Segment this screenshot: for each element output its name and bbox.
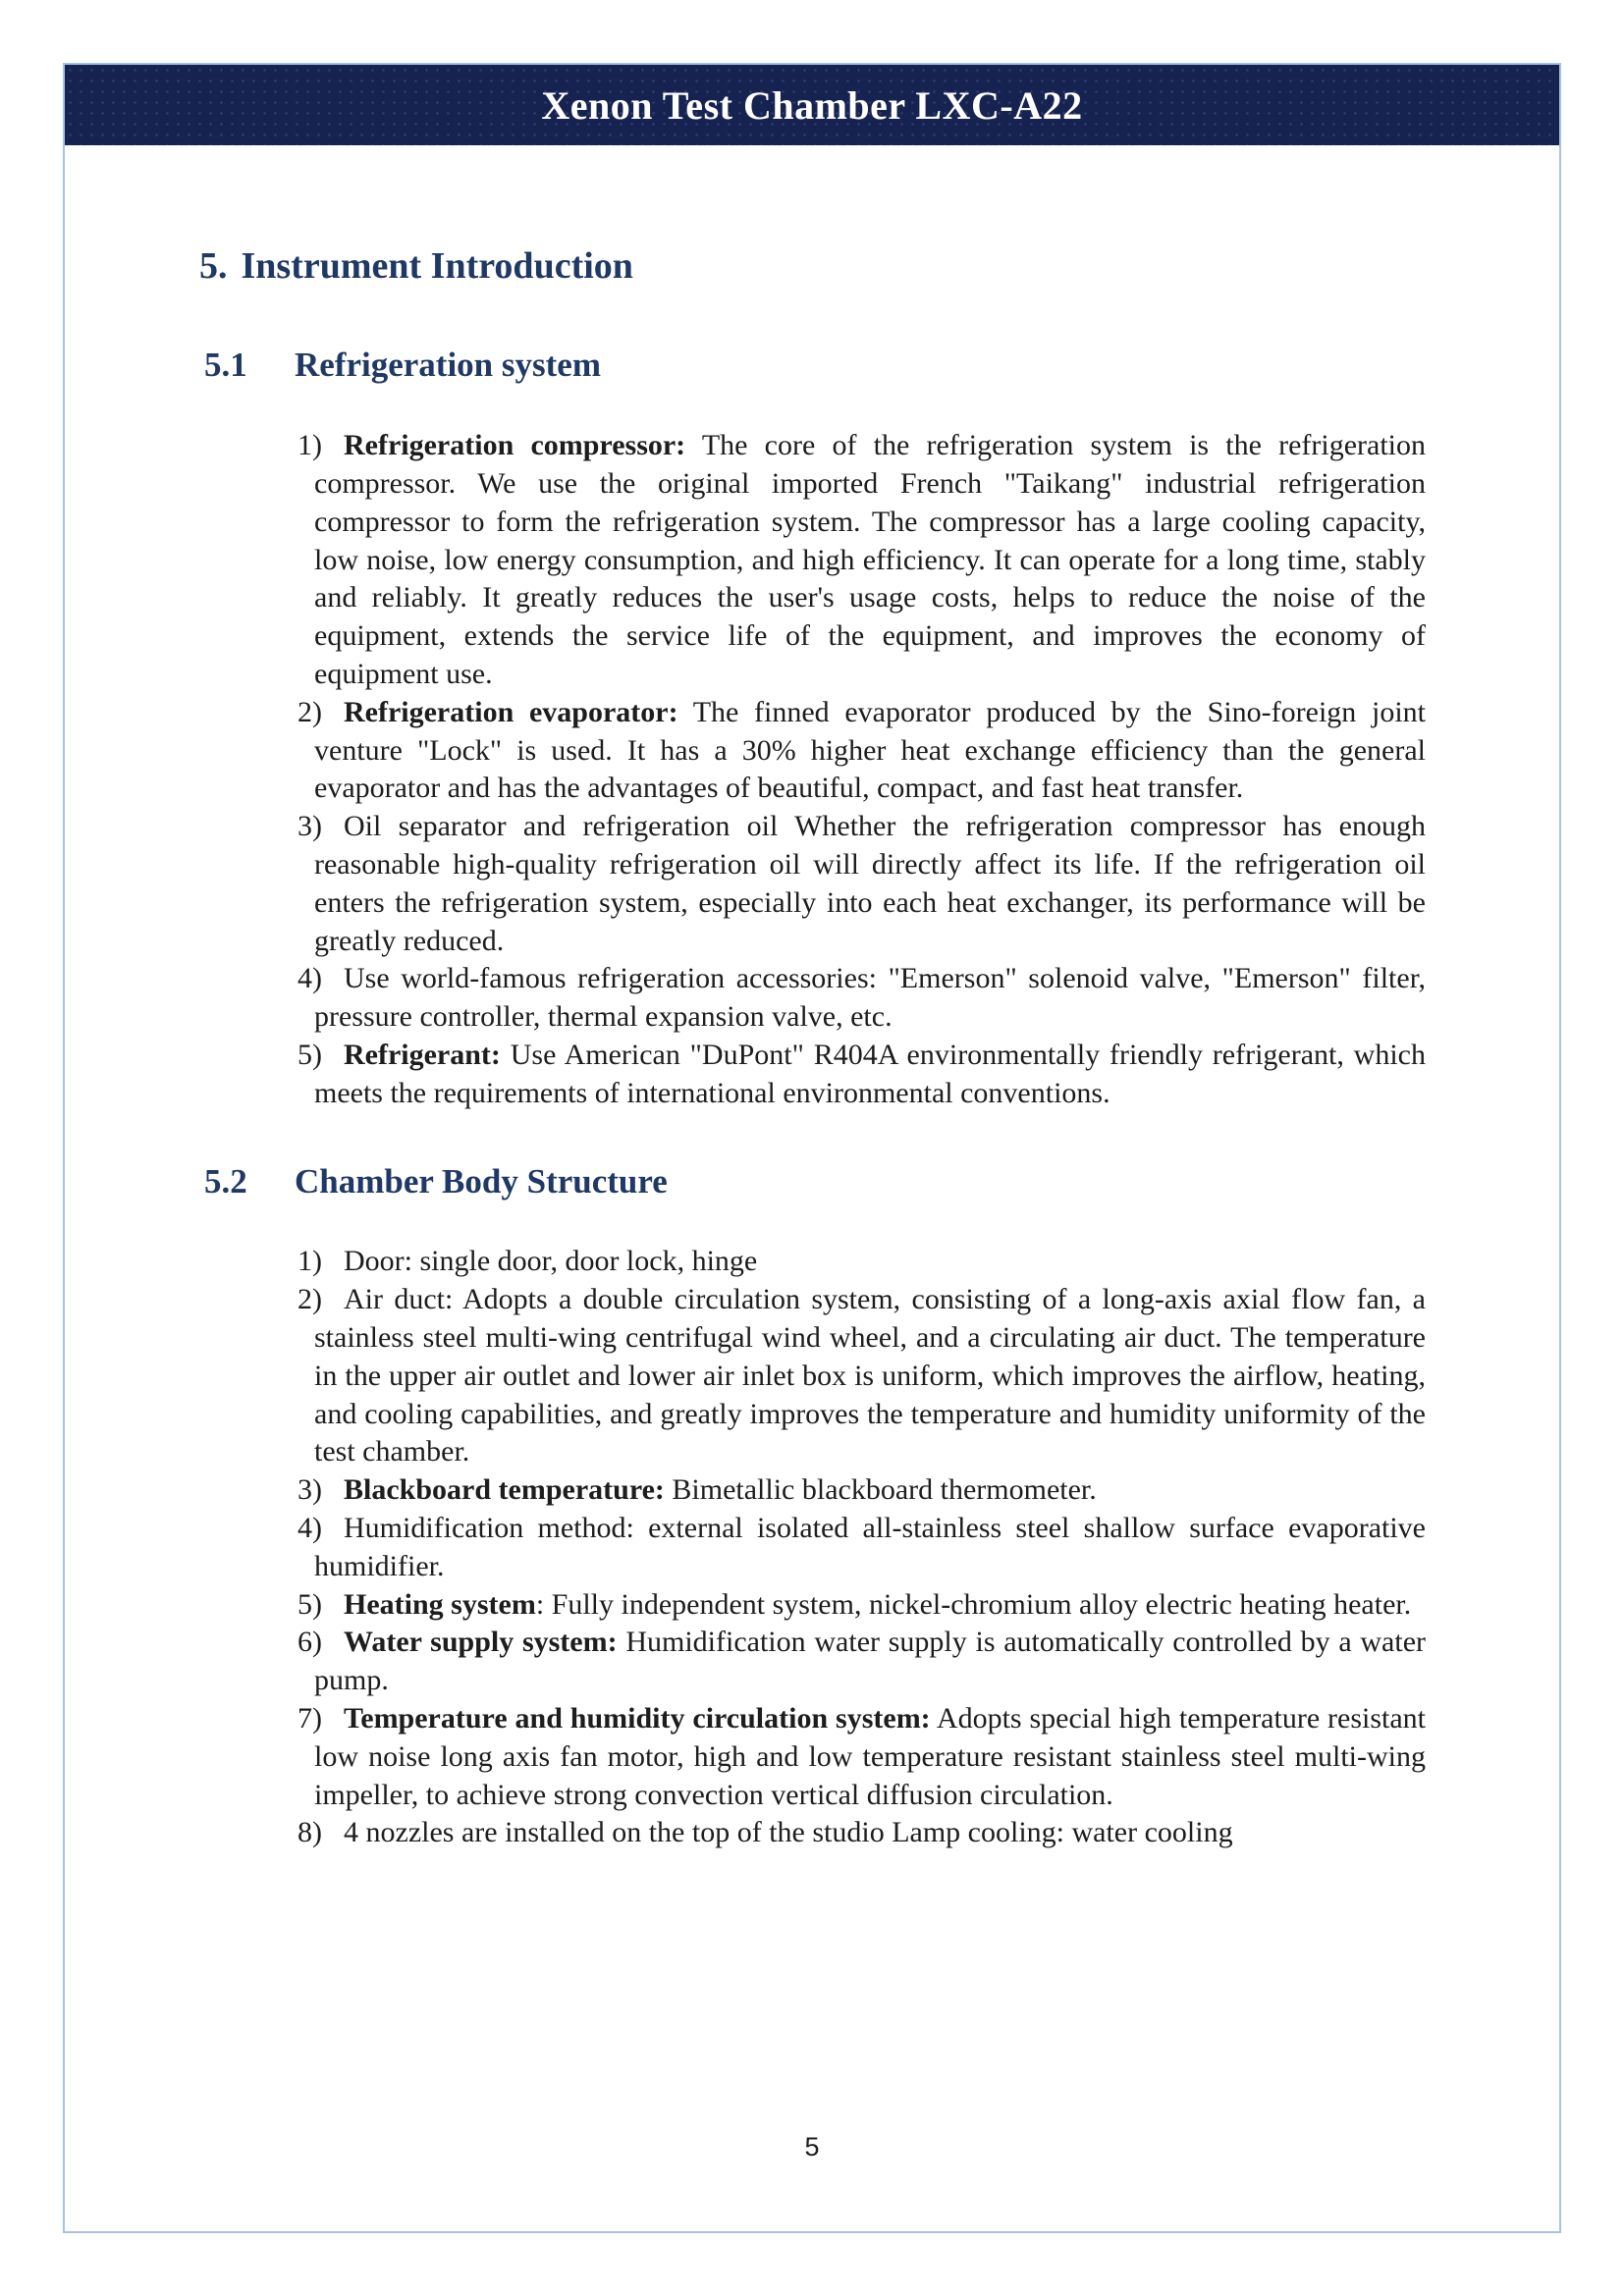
document-title: Xenon Test Chamber LXC-A22 <box>541 82 1083 128</box>
list-item-text: Bimetallic blackboard thermometer. <box>664 1473 1097 1507</box>
list-item-marker: 8) <box>298 1816 322 1849</box>
list-item-text: Air duct: Adopts a double circulation system, consisting of a long-axis axial flow fan, a stainless steel multi-wing centrifugal wind wheel, and a circulating air duct. The temperature in the upper air outlet and lower air inlet box is uniform, which improves the airflow, heating, and cooling capabilities, and greatly improves the temperature and humidity uniformity of the test chamber. <box>314 1283 1426 1468</box>
list-item-marker: 3) <box>298 810 322 843</box>
list-item <box>199 1037 1426 1113</box>
refrigeration-system-list <box>199 427 1426 1112</box>
list-item-marker: 4) <box>298 962 322 995</box>
subsection-title: Refrigeration system <box>295 345 601 384</box>
list-item <box>199 1243 1426 1281</box>
list-item-marker: 2) <box>298 1283 322 1316</box>
page-content <box>199 145 1426 1852</box>
list-item <box>199 694 1426 808</box>
list-item <box>199 427 1426 694</box>
list-item-bold-lead: Heating system <box>344 1587 536 1621</box>
list-item <box>199 1586 1426 1625</box>
list-item-bold-lead: Water supply system: <box>344 1626 618 1659</box>
chamber-body-structure-list <box>199 1243 1426 1852</box>
list-item-text: Adopts special high temperature resistant low noise long axis fan motor, high and low temperature resistant stainless steel multi-wing impeller, to achieve strong convection vertical diffusion circulation. <box>314 1701 1427 1811</box>
subsection-number: 5.2 <box>204 1161 247 1201</box>
list-item <box>199 1814 1426 1852</box>
list-item-marker: 4) <box>298 1511 322 1544</box>
list-item-text: Humidification method: external isolated all-stainless steel shallow surface evaporative humidifier. <box>314 1511 1426 1582</box>
list-item-text: The core of the refrigeration system is the refrigeration compressor. We use the original imported French "Taikang" industrial refrigeration compressor to form the refrigeration system. The compressor has a large cooling capacity, low noise, low energy consumption, and high efficiency. It can operate for a long time, stably and reliably. It greatly reduces the user's usage costs, helps to reduce the noise of the equipment, extends the service life of the equipment, and improves the economy of equipment use. <box>314 429 1426 691</box>
list-item-bold-lead: Refrigeration compressor: <box>344 429 686 462</box>
list-item-marker: 5) <box>298 1587 322 1621</box>
list-item-text: 4 nozzles are installed on the top of the studio Lamp cooling: water cooling <box>344 1816 1233 1849</box>
list-item <box>199 1624 1426 1700</box>
list-item <box>199 808 1426 960</box>
list-item-bold-lead: Refrigerant: <box>344 1039 501 1071</box>
section-number: 5. <box>199 245 228 287</box>
list-item <box>199 960 1426 1037</box>
list-item-text: Oil separator and refrigeration oil Whether the refrigeration compressor has enough reasonable high-quality refrigeration oil will directly affect its life. If the refrigeration oil enters the refrigeration system, especially into each heat exchanger, its performance will be greatly reduced. <box>314 810 1426 957</box>
list-item-text: : Fully independent system, nickel-chromium alloy electric heating heater. <box>535 1587 1412 1621</box>
list-item-text: Use American "DuPont" R404A environmentally friendly refrigerant, which meets the requirements of international environmental conventions. <box>314 1039 1426 1109</box>
subsection-number: 5.1 <box>204 345 247 384</box>
page-number: 5 <box>804 2132 820 2162</box>
list-item-bold-lead: Blackboard temperature: <box>344 1473 665 1507</box>
list-item-marker: 3) <box>298 1473 322 1507</box>
list-item-bold-lead: Temperature and humidity circulation system: <box>344 1701 931 1735</box>
list-item-marker: 1) <box>298 1245 322 1278</box>
list-item-marker: 7) <box>298 1701 322 1735</box>
list-item-marker: 2) <box>298 695 322 728</box>
list-item <box>199 1700 1426 1814</box>
list-item-marker: 6) <box>298 1626 322 1659</box>
list-item-text: Door: single door, door lock, hinge <box>344 1245 758 1278</box>
section-heading-5 <box>199 243 1426 291</box>
list-item <box>199 1281 1426 1471</box>
list-item <box>199 1471 1426 1510</box>
list-item-marker: 1) <box>298 429 322 462</box>
subsection-heading-5-2 <box>199 1160 1426 1203</box>
list-item-text: Use world-famous refrigeration accessories: "Emerson" solenoid valve, "Emerson" filter, pressure controller, thermal expansion valve, etc. <box>314 962 1426 1034</box>
document-header <box>65 65 1559 145</box>
list-item-text: The finned evaporator produced by the Sino-foreign joint venture "Lock" is used. It has a 30% higher heat exchange efficiency than the general evaporator and has the advantages of beautiful, compact, and fast heat transfer. <box>314 695 1426 805</box>
page-border <box>63 63 1561 2233</box>
subsection-title: Chamber Body Structure <box>295 1161 668 1201</box>
list-item <box>199 1510 1426 1586</box>
list-item-marker: 5) <box>298 1039 322 1071</box>
subsection-heading-5-1 <box>199 344 1426 387</box>
list-item-bold-lead: Refrigeration evaporator: <box>344 695 678 728</box>
section-title: Instrument Introduction <box>241 245 633 287</box>
list-item-text: Humidification water supply is automatically controlled by a water pump. <box>314 1626 1427 1697</box>
